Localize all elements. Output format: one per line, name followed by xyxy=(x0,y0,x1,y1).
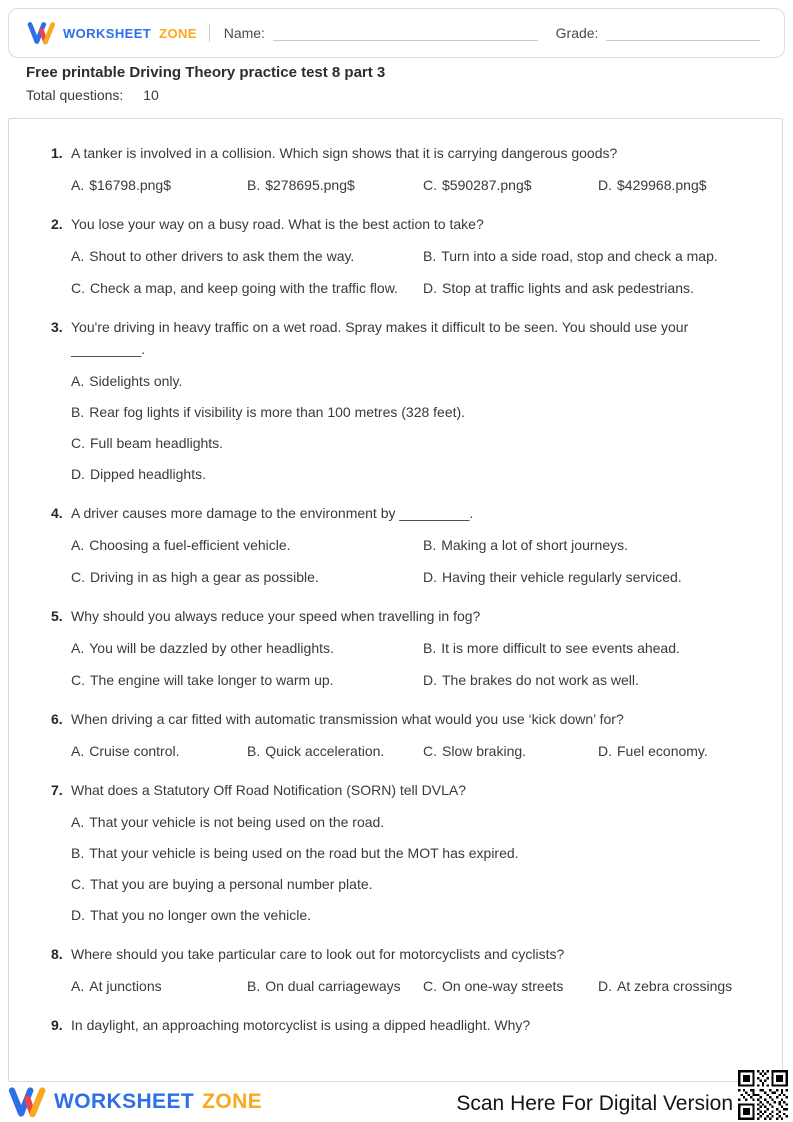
option-c xyxy=(71,432,762,454)
option-c xyxy=(423,740,598,762)
question-head xyxy=(51,605,762,627)
option-text: The brakes do not work as well. xyxy=(442,672,639,688)
question-number: 1. xyxy=(51,145,63,161)
option-text: On dual carriageways xyxy=(265,978,401,994)
option-letter: B. xyxy=(247,177,261,193)
question-text: Where should you take particular care to look out for motorcyclists and cyclists? xyxy=(71,946,565,962)
page-title: Free printable Driving Theory practice test 8 part 3 xyxy=(26,64,386,81)
question-text: A tanker is involved in a collision. Which sign shows that it is carrying dangerous goods? xyxy=(71,145,618,161)
question-number: 4. xyxy=(51,505,63,521)
option-d xyxy=(598,174,762,196)
question-9 xyxy=(29,1014,762,1036)
option-a xyxy=(71,174,247,196)
option-letter: A. xyxy=(71,640,85,656)
brand-word-zone: ZONE xyxy=(202,1090,263,1113)
options-row xyxy=(71,740,762,762)
scan-here-text: Scan Here For Digital Version xyxy=(456,1092,733,1115)
options-list xyxy=(71,370,762,485)
option-letter: A. xyxy=(71,537,85,553)
worksheetzone-logo-icon xyxy=(27,21,57,45)
options-row xyxy=(71,975,762,997)
question-8 xyxy=(29,943,762,997)
option-text: The engine will take longer to warm up. xyxy=(90,672,334,688)
option-text: Driving in as high a gear as possible. xyxy=(90,569,319,585)
option-text: Slow braking. xyxy=(442,743,527,759)
question-head xyxy=(51,316,762,360)
option-text: Sidelights only. xyxy=(89,373,183,389)
option-a xyxy=(71,811,762,833)
option-text: Stop at traffic lights and ask pedestrians. xyxy=(442,280,694,296)
question-6 xyxy=(29,708,762,762)
option-text: Turn into a side road, stop and check a map. xyxy=(441,248,718,264)
question-text: What does a Statutory Off Road Notification (SORN) tell DVLA? xyxy=(71,782,467,798)
option-text: It is more difficult to see events ahead. xyxy=(441,640,680,656)
question-text-line2: _________. xyxy=(71,341,145,357)
option-letter: C. xyxy=(423,743,437,759)
option-letter: C. xyxy=(71,876,85,892)
option-letter: D. xyxy=(423,280,437,296)
option-d xyxy=(71,463,762,485)
option-text: $429968.png$ xyxy=(617,177,707,193)
option-text: Check a map, and keep going with the traffic flow. xyxy=(90,280,398,296)
option-c xyxy=(71,277,423,299)
brand-word-zone: ZONE xyxy=(159,25,197,41)
option-b xyxy=(423,637,762,659)
option-text: That you no longer own the vehicle. xyxy=(90,907,312,923)
option-letter: B. xyxy=(423,640,437,656)
option-text: On one-way streets xyxy=(442,978,564,994)
option-b xyxy=(247,174,423,196)
option-letter: C. xyxy=(423,978,437,994)
question-7 xyxy=(29,779,762,926)
options-list xyxy=(71,811,762,926)
option-letter: A. xyxy=(71,743,85,759)
option-letter: B. xyxy=(247,743,261,759)
question-5 xyxy=(29,605,762,691)
question-number: 9. xyxy=(51,1017,63,1033)
option-text: Rear fog lights if visibility is more than 100 metres (328 feet). xyxy=(89,404,466,420)
option-letter: B. xyxy=(247,978,261,994)
option-text: Choosing a fuel-efficient vehicle. xyxy=(89,537,291,553)
question-text xyxy=(71,316,688,360)
option-text: That you are buying a personal number plate. xyxy=(90,876,373,892)
option-letter: C. xyxy=(71,280,85,296)
option-d xyxy=(423,669,762,691)
worksheetzone-logo xyxy=(27,21,197,45)
option-text: At zebra crossings xyxy=(617,978,733,994)
option-a xyxy=(71,534,423,556)
name-blank-line xyxy=(273,25,538,41)
total-questions-value: 10 xyxy=(143,87,159,103)
option-letter: B. xyxy=(423,248,437,264)
option-letter: A. xyxy=(71,248,85,264)
option-letter: D. xyxy=(71,907,85,923)
option-c xyxy=(71,566,423,588)
question-head xyxy=(51,708,762,730)
total-questions-label: Total questions: xyxy=(26,87,124,103)
option-a xyxy=(71,975,247,997)
option-letter: C. xyxy=(423,177,437,193)
option-letter: B. xyxy=(71,404,85,420)
option-text: $590287.png$ xyxy=(442,177,532,193)
option-d xyxy=(71,904,762,926)
option-letter: A. xyxy=(71,814,85,830)
option-c xyxy=(423,975,598,997)
option-letter: A. xyxy=(71,978,85,994)
option-letter: D. xyxy=(598,978,612,994)
option-text: Fuel economy. xyxy=(617,743,708,759)
option-c xyxy=(71,669,423,691)
option-d xyxy=(423,566,762,588)
brand-word-worksheet: WORKSHEET xyxy=(63,25,152,41)
option-a xyxy=(71,637,423,659)
question-4 xyxy=(29,502,762,588)
question-head xyxy=(51,213,762,235)
question-head xyxy=(51,142,762,164)
option-text: That your vehicle is not being used on the road. xyxy=(89,814,385,830)
question-head xyxy=(51,502,762,524)
option-a xyxy=(71,740,247,762)
name-label: Name: xyxy=(223,25,265,41)
question-number: 6. xyxy=(51,711,63,727)
option-letter: B. xyxy=(423,537,437,553)
option-c xyxy=(71,873,762,895)
option-text: At junctions xyxy=(89,978,162,994)
option-text: $16798.png$ xyxy=(89,177,171,193)
option-text: Full beam headlights. xyxy=(90,435,224,451)
option-letter: B. xyxy=(71,845,85,861)
option-b xyxy=(423,534,762,556)
question-number: 2. xyxy=(51,216,63,232)
option-b xyxy=(71,401,762,423)
question-head xyxy=(51,1014,762,1036)
question-head xyxy=(51,943,762,965)
options-grid xyxy=(71,245,762,299)
option-text: You will be dazzled by other headlights. xyxy=(89,640,334,656)
option-a xyxy=(71,245,423,267)
option-c xyxy=(423,174,598,196)
title-block xyxy=(26,64,385,103)
question-head xyxy=(51,779,762,801)
option-letter: D. xyxy=(598,177,612,193)
grade-label: Grade: xyxy=(555,25,599,41)
option-letter: D. xyxy=(423,569,437,585)
option-b xyxy=(71,842,762,864)
option-text: Dipped headlights. xyxy=(90,466,206,482)
question-number: 8. xyxy=(51,946,63,962)
option-letter: C. xyxy=(71,435,85,451)
qr-code xyxy=(738,1070,788,1120)
option-text: Cruise control. xyxy=(89,743,180,759)
options-grid xyxy=(71,534,762,588)
question-text: A driver causes more damage to the environment by _________. xyxy=(71,505,474,521)
question-number: 3. xyxy=(51,319,63,335)
options-row xyxy=(71,174,762,196)
option-d xyxy=(598,740,762,762)
total-questions-line xyxy=(26,87,385,103)
option-letter: C. xyxy=(71,569,85,585)
option-text: That your vehicle is being used on the road but the MOT has expired. xyxy=(89,845,519,861)
option-d xyxy=(423,277,762,299)
header-divider xyxy=(209,24,210,42)
option-text: Shout to other drivers to ask them the way. xyxy=(89,248,355,264)
option-letter: A. xyxy=(71,373,85,389)
question-text: Why should you always reduce your speed when travelling in fog? xyxy=(71,608,481,624)
options-grid xyxy=(71,637,762,691)
option-letter: D. xyxy=(71,466,85,482)
option-d xyxy=(598,975,762,997)
option-letter: D. xyxy=(598,743,612,759)
option-text: Having their vehicle regularly serviced. xyxy=(442,569,682,585)
option-text: $278695.png$ xyxy=(265,177,355,193)
questions-box xyxy=(8,118,783,1082)
option-b xyxy=(247,975,423,997)
question-number: 7. xyxy=(51,782,63,798)
option-letter: C. xyxy=(71,672,85,688)
header-box xyxy=(8,8,785,58)
option-letter: A. xyxy=(71,177,85,193)
grade-blank-line xyxy=(606,25,760,41)
option-letter: D. xyxy=(423,672,437,688)
question-text: When driving a car fitted with automatic transmission what would you use ‘kick down’ for? xyxy=(71,711,624,727)
question-text: You lose your way on a busy road. What is the best action to take? xyxy=(71,216,484,232)
option-text: Quick acceleration. xyxy=(265,743,385,759)
question-number: 5. xyxy=(51,608,63,624)
option-text: Making a lot of short journeys. xyxy=(441,537,628,553)
question-text: In daylight, an approaching motorcyclist is using a dipped headlight. Why? xyxy=(71,1017,531,1033)
footer-worksheetzone-logo xyxy=(8,1086,262,1118)
question-3 xyxy=(29,316,762,485)
worksheetzone-logo-icon xyxy=(8,1086,48,1118)
option-b xyxy=(247,740,423,762)
question-text-line1: You're driving in heavy traffic on a wet road. Spray makes it difficult to be seen. You should use your xyxy=(71,319,689,335)
question-2 xyxy=(29,213,762,299)
option-a xyxy=(71,370,762,392)
brand-word-worksheet: WORKSHEET xyxy=(54,1090,195,1113)
option-b xyxy=(423,245,762,267)
question-1 xyxy=(29,142,762,196)
